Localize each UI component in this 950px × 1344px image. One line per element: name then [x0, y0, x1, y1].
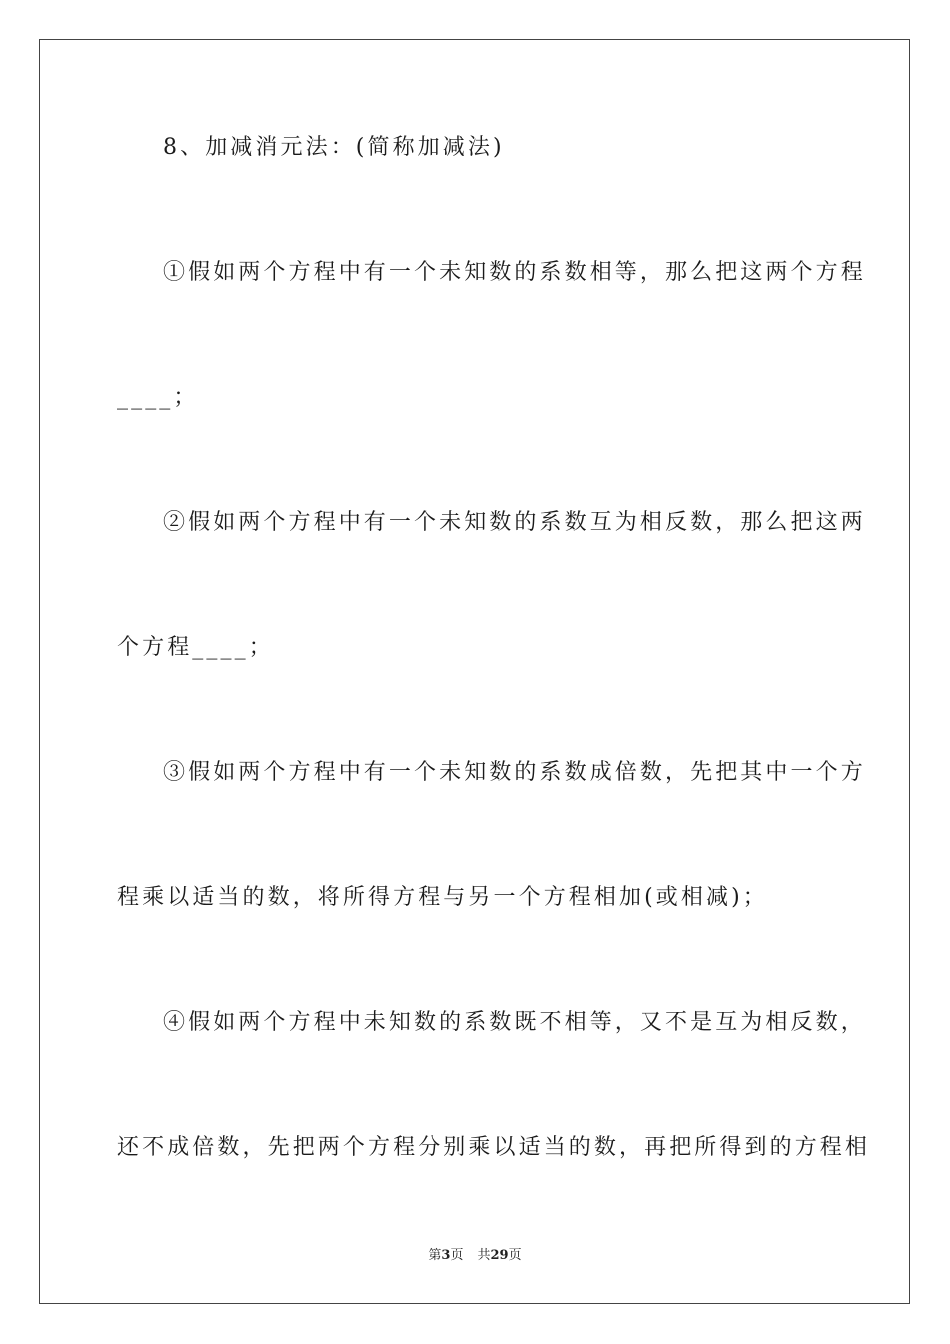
paragraph-2-line-1: ②假如两个方程中有一个未知数的系数互为相反数，那么把这两 [163, 510, 866, 535]
paragraph-3-line-2: 程乘以适当的数，将所得方程与另一个方程相加(或相减)； [117, 885, 768, 910]
paragraph-4-line-1: ④假如两个方程中未知数的系数既不相等，又不是互为相反数， [163, 1010, 866, 1035]
footer-total-pages: 29 [490, 1248, 509, 1263]
paragraph-1-line-2: ____； [117, 385, 199, 410]
page-frame [39, 39, 910, 1304]
footer-page-prefix: 第 [428, 1248, 442, 1263]
footer-total-prefix: 共 [477, 1248, 491, 1263]
footer-total-suffix: 页 [508, 1248, 522, 1263]
footer-page-suffix: 页 [450, 1248, 464, 1263]
paragraph-4-line-2: 还不成倍数，先把两个方程分别乘以适当的数，再把所得到的方程相 [117, 1135, 871, 1160]
paragraph-3-line-1: ③假如两个方程中有一个未知数的系数成倍数，先把其中一个方 [163, 760, 866, 785]
paragraph-2-line-2: 个方程____； [117, 635, 274, 660]
footer-page-number: 3 [441, 1248, 451, 1263]
paragraph-1-line-1: ①假如两个方程中有一个未知数的系数相等，那么把这两个方程 [163, 260, 866, 285]
page-footer [0, 1247, 950, 1265]
heading-addition-elimination: 8、加减消元法：(简称加减法) [163, 135, 505, 160]
